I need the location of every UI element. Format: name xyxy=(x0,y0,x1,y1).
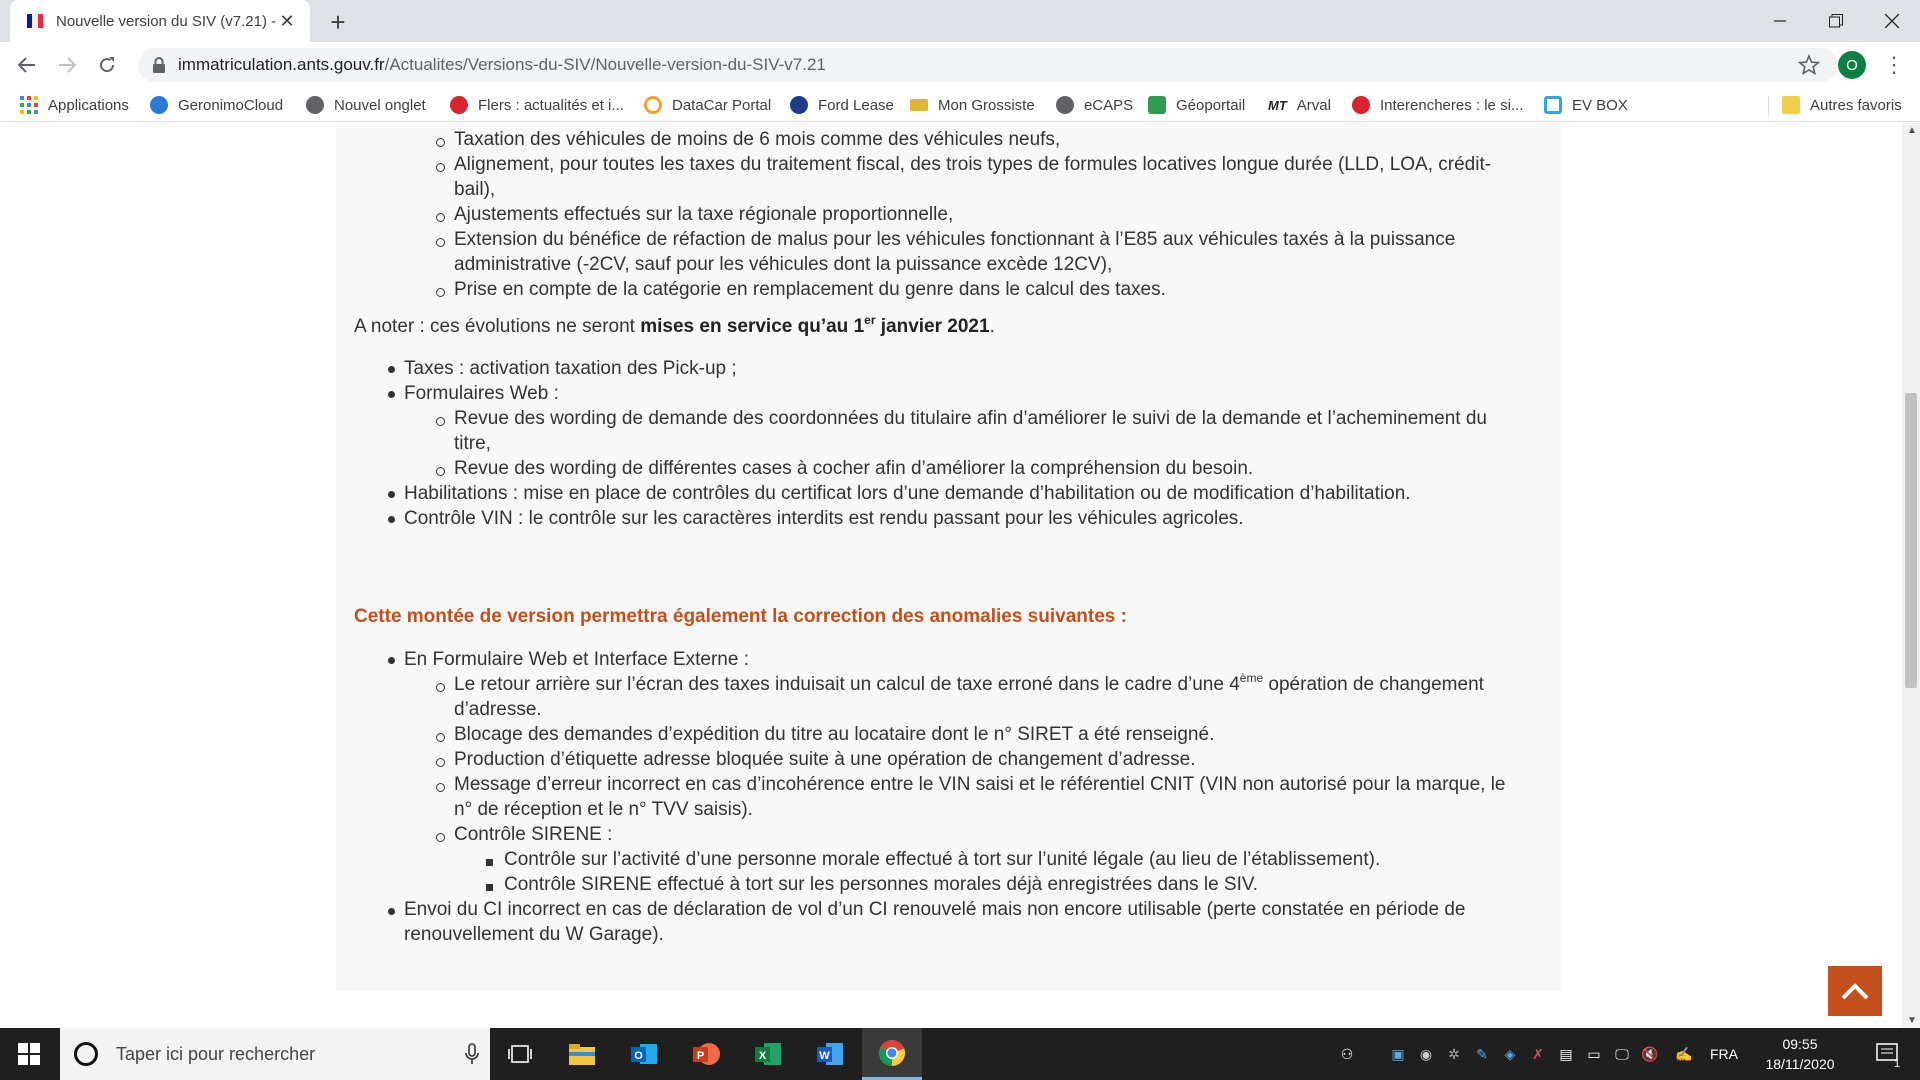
bookmark-label: Nouvel onglet xyxy=(334,96,426,114)
bookmark-label: Arval xyxy=(1296,96,1331,114)
list-item: En Formulaire Web et Interface Externe : xyxy=(404,649,749,670)
arval-icon: MT xyxy=(1268,97,1287,113)
note-sup: er xyxy=(864,313,876,327)
disc-bullet xyxy=(388,391,395,398)
note-date: janvier 2021 xyxy=(875,316,990,337)
circle-bullet xyxy=(436,138,445,147)
circle-bullet xyxy=(436,163,445,172)
bookmark-geoportail[interactable] xyxy=(1148,93,1245,117)
geoportail-icon xyxy=(1148,96,1166,114)
excel-app[interactable] xyxy=(738,1028,798,1080)
cortana-icon xyxy=(74,1042,98,1066)
note-prefix: A noter : ces évolutions ne seront xyxy=(354,316,641,337)
list-item: Message d’erreur incorrect en cas d’incohérence entre le VIN saisi et le référentiel CNIT (VIN non autorisé pour la marque, le xyxy=(454,774,1506,795)
circle-bullet xyxy=(436,213,445,222)
text-part: opération de changement xyxy=(1263,674,1484,695)
svg-text:W: W xyxy=(819,1050,830,1062)
list-item: Revue des wording de différentes cases à cocher afin d’améliorer la compréhension du besoin. xyxy=(454,458,1254,479)
other-bookmarks[interactable] xyxy=(1782,93,1902,117)
clock-date: 18/11/2020 xyxy=(1765,1056,1835,1072)
tray-app-icon[interactable]: ✗ xyxy=(1532,1045,1544,1062)
list-item: Prise en compte de la catégorie en remplacement du genre dans le calcul des taxes. xyxy=(454,279,1166,300)
file-explorer-app[interactable] xyxy=(552,1028,612,1080)
task-view-icon xyxy=(508,1044,532,1064)
minimize-button[interactable] xyxy=(1752,0,1808,42)
clock[interactable] xyxy=(1760,1034,1840,1074)
close-icon xyxy=(1885,14,1899,28)
note-end: . xyxy=(989,316,995,337)
scrollbar-thumb[interactable] xyxy=(1905,393,1917,688)
tray-app-icon[interactable]: ◉ xyxy=(1419,1045,1433,1062)
bookmark-arval[interactable] xyxy=(1268,93,1331,117)
word-icon xyxy=(816,1041,844,1067)
list-item: Contrôle SIRENE : xyxy=(454,824,613,845)
close-window-button[interactable] xyxy=(1864,0,1920,42)
pen-icon[interactable]: ✍ xyxy=(1675,1045,1693,1062)
bookmark-label: EV BOX xyxy=(1572,96,1628,114)
disc-bullet xyxy=(388,366,395,373)
section-heading: Cette montée de version permettra également la correction des anomalies suivantes : xyxy=(354,606,1127,627)
bookmark-label: eCAPS xyxy=(1084,96,1134,114)
marianne-favicon-icon xyxy=(26,12,44,30)
note-bold: mises en service qu’au 1 xyxy=(640,316,865,337)
interencheres-icon xyxy=(1352,96,1370,114)
windows-taskbar xyxy=(0,1028,1920,1080)
bookmark-label: Applications xyxy=(48,96,129,114)
outlook-icon xyxy=(630,1041,658,1067)
scroll-up-icon[interactable]: ▲ xyxy=(1907,125,1917,136)
tab-close-icon[interactable]: ✕ xyxy=(279,10,295,31)
chevron-up-icon xyxy=(1841,982,1869,1000)
page-scrollbar[interactable] xyxy=(1902,123,1920,1028)
url-text xyxy=(178,55,826,75)
list-item: Formulaires Web : xyxy=(404,383,559,404)
cloud-icon xyxy=(150,96,168,114)
circle-bullet xyxy=(436,467,445,476)
clock-time: 09:55 xyxy=(1782,1036,1818,1052)
start-button[interactable] xyxy=(0,1028,58,1080)
tray-app-icon[interactable]: ✎ xyxy=(1476,1045,1488,1062)
ford-icon xyxy=(790,96,808,114)
battery-icon[interactable]: ▭ xyxy=(1587,1045,1601,1062)
back-to-top-button[interactable] xyxy=(1828,966,1882,1016)
bookmark-datacar[interactable] xyxy=(644,93,771,117)
list-item-cont: administrative (-2CV, sauf pour les véhicules dont la puissance excède 12CV), xyxy=(454,254,1113,275)
bookmark-label: Flers : actualités et i... xyxy=(478,96,624,114)
list-item: Contrôle VIN : le contrôle sur les caractères interdits est rendu passant pour les véhicules agricoles. xyxy=(404,508,1244,529)
word-app[interactable] xyxy=(800,1028,860,1080)
task-view-button[interactable] xyxy=(490,1028,550,1080)
list-item-cont: renouvellement du W Garage). xyxy=(404,924,664,945)
list-item: Revue des wording de demande des coordonnées du titulaire afin d’améliorer le suivi de la demande et l’acheminement du xyxy=(454,408,1487,429)
arrow-right-icon xyxy=(58,56,76,74)
restore-icon xyxy=(1829,14,1843,28)
bookmark-label: Autres favoris xyxy=(1810,96,1902,114)
bookmark-label: DataCar Portal xyxy=(672,96,772,114)
list-item-cont: titre, xyxy=(454,433,491,454)
reload-button[interactable] xyxy=(92,50,122,80)
language-indicator[interactable]: FRA xyxy=(1710,1046,1738,1062)
bookmark-label: Interencheres : le si... xyxy=(1380,96,1524,114)
excel-icon xyxy=(754,1041,782,1067)
evbox-icon xyxy=(1544,96,1562,114)
address-bar[interactable] xyxy=(138,48,1838,82)
windows-logo-icon xyxy=(18,1043,40,1065)
folder-icon xyxy=(1782,96,1800,114)
folder-icon xyxy=(568,1042,596,1066)
circle-bullet xyxy=(436,758,445,767)
lock-icon xyxy=(152,57,166,73)
svg-text:O: O xyxy=(634,1050,643,1062)
list-item xyxy=(454,672,1484,697)
browser-toolbar xyxy=(0,42,1920,88)
bookmark-nouvel-onglet[interactable] xyxy=(306,93,426,117)
microphone-icon[interactable] xyxy=(454,1043,490,1065)
arrow-left-icon xyxy=(18,56,36,74)
list-item: Habilitations : mise en place de contrôles du certificat lors d’une demande d’habilitation ou de modification d’habilitation. xyxy=(404,483,1411,504)
scroll-down-icon[interactable]: ▼ xyxy=(1907,1015,1917,1026)
square-bullet xyxy=(486,859,493,866)
flers-icon xyxy=(450,96,468,114)
bookmark-label: GeronimoCloud xyxy=(178,96,284,114)
network-icon[interactable]: 🖵 xyxy=(1615,1045,1629,1062)
forward-button[interactable] xyxy=(52,50,82,80)
globe-icon xyxy=(1056,96,1074,114)
bookmark-ecaps[interactable] xyxy=(1056,93,1133,117)
circle-bullet xyxy=(436,238,445,247)
circle-bullet xyxy=(436,288,445,297)
circle-bullet xyxy=(436,733,445,742)
system-tray xyxy=(1332,1028,1744,1080)
text-part: Le retour arrière sur l’écran des taxes induisait un calcul de taxe erroné dans le cadre d’une 4 xyxy=(454,674,1240,695)
tray-app-icon[interactable]: ✲ xyxy=(1448,1045,1460,1062)
reload-icon xyxy=(98,56,116,74)
list-item: Contrôle sur l’activité d’une personne morale effectué à tort sur l’unité légale (au lieu de l’établissement). xyxy=(504,849,1381,870)
list-item-cont: bail), xyxy=(454,179,496,200)
list-item-cont: d’adresse. xyxy=(454,699,542,720)
list-item: Blocage des demandes d’expédition du titre au locataire dont le n° SIRET a été renseigné. xyxy=(454,724,1215,745)
restore-button[interactable] xyxy=(1808,0,1864,42)
powerpoint-app[interactable] xyxy=(676,1028,736,1080)
bookmark-applications[interactable] xyxy=(20,93,129,117)
bookmark-geronimocloud[interactable] xyxy=(150,93,283,117)
chrome-icon xyxy=(878,1039,906,1067)
tray-app-icon[interactable]: ▣ xyxy=(1391,1045,1405,1062)
list-item: Alignement, pour toutes les taxes du traitement fiscal, des trois types de formules locatives longue durée (LLD, LOA, crédit- xyxy=(454,154,1492,175)
grossiste-icon xyxy=(910,99,928,111)
chrome-menu-icon[interactable]: ⋮ xyxy=(1883,52,1905,77)
apps-grid-icon xyxy=(20,96,38,114)
bookmark-flers[interactable] xyxy=(450,93,624,117)
circle-bullet xyxy=(436,683,445,692)
url-path: /Actualites/Versions-du-SIV/Nouvelle-version-du-SIV-v7.21 xyxy=(384,55,826,74)
outlook-app[interactable] xyxy=(614,1028,674,1080)
bookmark-star-icon[interactable] xyxy=(1798,54,1820,76)
circle-bullet xyxy=(436,783,445,792)
powerpoint-icon xyxy=(692,1041,720,1067)
disc-bullet xyxy=(388,908,395,915)
browser-tab-active[interactable] xyxy=(10,0,310,42)
tray-app-icon[interactable]: ◈ xyxy=(1504,1045,1516,1062)
new-tab-button[interactable]: + xyxy=(330,6,346,37)
list-item: Taxes : activation taxation des Pick-up ; xyxy=(404,358,737,379)
bookmark-ford-lease[interactable] xyxy=(790,93,894,117)
datacar-icon xyxy=(644,96,662,114)
circle-bullet xyxy=(436,833,445,842)
tray-app-icon[interactable]: ▤ xyxy=(1559,1045,1573,1062)
bookmark-mon-grossiste[interactable] xyxy=(910,93,1035,117)
list-item: Contrôle SIRENE effectué à tort sur les personnes morales déjà enregistrées dans le SIV. xyxy=(504,874,1259,895)
bookmark-label: Mon Grossiste xyxy=(938,96,1035,114)
minimize-icon xyxy=(1774,15,1786,27)
tab-strip xyxy=(0,0,1920,42)
profile-avatar[interactable]: O xyxy=(1838,51,1866,79)
bookmark-label: Géoportail xyxy=(1176,96,1246,114)
notification-count: 1 xyxy=(1894,1058,1901,1070)
bookmark-label: Ford Lease xyxy=(818,96,894,114)
svg-text:P: P xyxy=(696,1050,705,1062)
list-item: Extension du bénéfice de réfaction de malus pour les véhicules fonctionnant à l’E85 aux véhicules taxés à la puissance xyxy=(454,229,1456,250)
disc-bullet xyxy=(388,657,395,664)
page-viewport xyxy=(0,123,1902,1028)
bookmark-ev-box[interactable] xyxy=(1544,93,1628,117)
search-placeholder: Taper ici pour rechercher xyxy=(116,1043,316,1064)
article-body xyxy=(336,123,1562,991)
people-icon[interactable]: ⚇ xyxy=(1340,1045,1354,1062)
globe-icon xyxy=(306,96,324,114)
bookmark-interencheres[interactable] xyxy=(1352,93,1523,117)
volume-muted-icon[interactable]: 🔇 xyxy=(1641,1045,1659,1062)
note-paragraph xyxy=(354,314,995,339)
url-domain: immatriculation.ants.gouv.fr xyxy=(178,55,385,74)
disc-bullet xyxy=(388,516,395,523)
back-button[interactable] xyxy=(12,50,42,80)
list-item-cont: n° de réception et le n° TVV saisis). xyxy=(454,799,753,820)
bookmarks-bar xyxy=(0,88,1920,122)
list-item: Envoi du CI incorrect en cas de déclaration de vol d’un CI renouvelé mais non encore utilisable (perte constatée en période de xyxy=(404,899,1466,920)
disc-bullet xyxy=(388,491,395,498)
superscript: ème xyxy=(1239,671,1264,685)
svg-text:X: X xyxy=(758,1050,767,1062)
notification-center-button[interactable] xyxy=(1866,1028,1910,1080)
tab-title: Nouvelle version du SIV (v7.21) - xyxy=(56,12,276,30)
square-bullet xyxy=(486,884,493,891)
chrome-app[interactable] xyxy=(862,1028,922,1080)
list-item: Ajustements effectués sur la taxe régionale proportionnelle, xyxy=(454,204,954,225)
list-item: Production d’étiquette adresse bloquée suite à une opération de changement d’adresse. xyxy=(454,749,1196,770)
taskbar-search[interactable] xyxy=(60,1028,490,1080)
bookmarks-separator xyxy=(1768,96,1769,116)
list-item: Taxation des véhicules de moins de 6 mois comme des véhicules neufs, xyxy=(454,129,1061,150)
circle-bullet xyxy=(436,417,445,426)
